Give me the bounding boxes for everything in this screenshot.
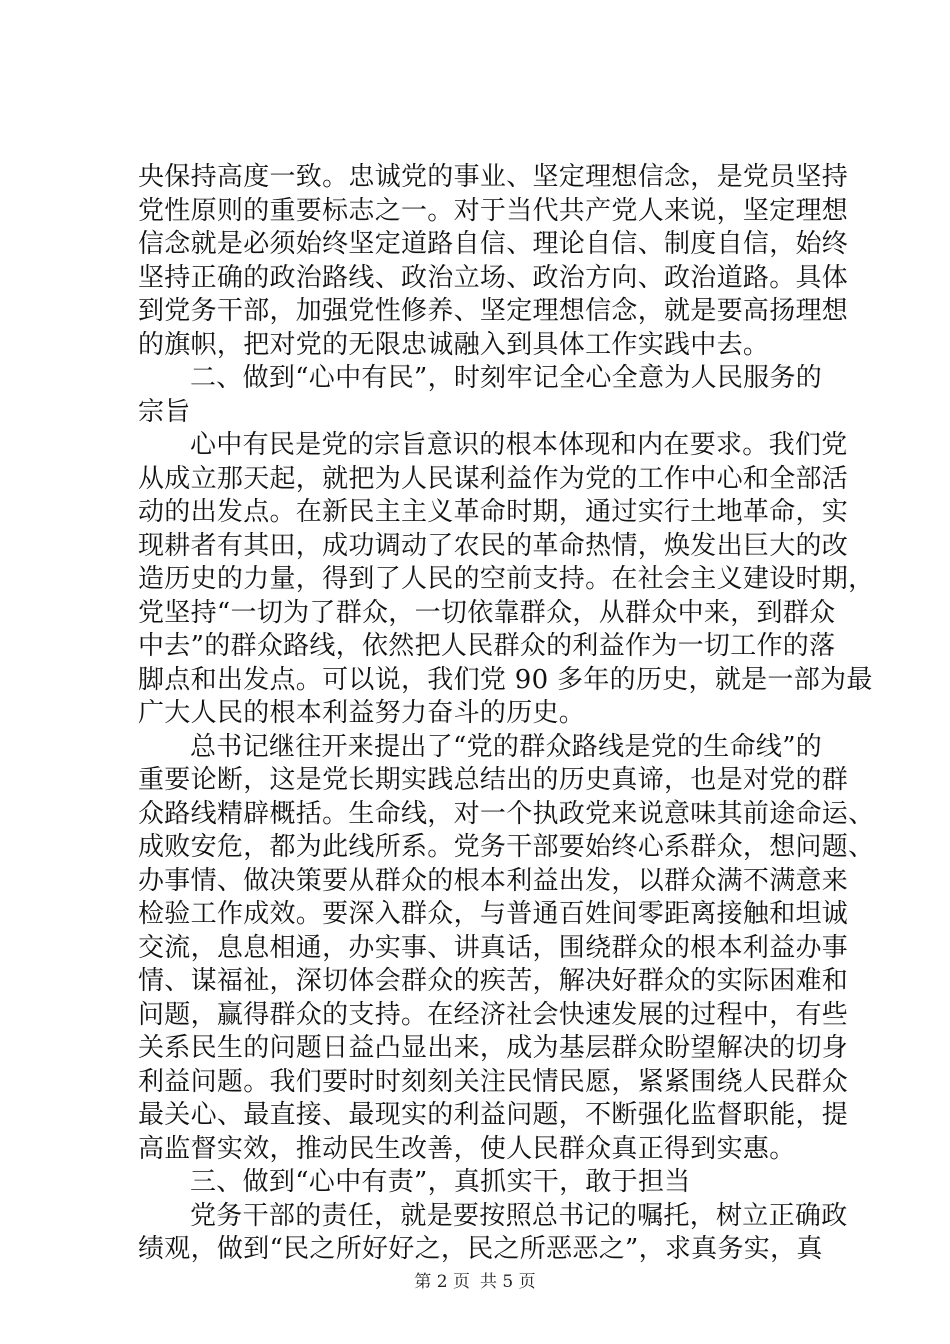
text-line: 问题，赢得群众的支持。在经济社会快速发展的过程中，有些 (138, 999, 849, 1030)
text-line: 办事情、做决策要从群众的根本利益出发，以群众满不满意来 (138, 865, 849, 896)
text-line: 成败安危，都为此线所系。党务干部要始终心系群众，想问题、 (138, 832, 875, 862)
section-heading-line: 宗旨 (138, 396, 191, 427)
text-line: 的旗帜，把对党的无限忠诚融入到具体工作实践中去。 (138, 329, 770, 360)
page-footer (0, 1270, 950, 1294)
text-line: 党坚持“一切为了群众，一切依靠群众，从群众中来，到群众 (138, 597, 836, 628)
text-line: 关系民生的问题日益凸显出来，成为基层群众盼望解决的切身 (138, 1033, 849, 1063)
text-line: 动的出发点。在新民主主义革命时期，通过实行土地革命，实 (138, 497, 849, 527)
section-heading-line: 二、做到“心中有民”，时刻牢记全心全意为人民服务的 (190, 363, 823, 393)
section-heading-line: 三、做到“心中有责”，真抓实干，敢于担当 (190, 1167, 691, 1197)
paragraph-start-line: 总书记继往开来提出了“党的群众路线是党的生命线”的 (190, 731, 823, 762)
paragraph-start-line: 党务干部的责任，就是要按照总书记的嘱托，树立正确政 (190, 1200, 848, 1231)
text-line: 高监督实效，推动民生改善，使人民群众真正得到实惠。 (138, 1133, 796, 1164)
text-line: 坚持正确的政治路线、政治立场、政治方向、政治道路。具体 (138, 262, 849, 293)
text-line: 到党务干部，加强党性修养、坚定理想信念，就是要高扬理想 (138, 296, 849, 326)
text-line: 众路线精辟概括。生命线，对一个执政党来说意味其前途命运、 (138, 798, 875, 829)
text-line: 广大人民的根本利益努力奋斗的历史。 (138, 698, 586, 728)
text-line: 脚点和出发点。可以说，我们党 90 多年的历史，就是一部为最 (138, 664, 873, 695)
text-line: 中去”的群众路线，依然把人民群众的利益作为一切工作的落 (138, 631, 836, 661)
text-line: 央保持高度一致。忠诚党的事业、坚定理想信念，是党员坚持 (138, 162, 849, 192)
text-line: 检验工作成效。要深入群众，与普通百姓间零距离接触和坦诚 (138, 899, 849, 929)
total-pages: 共 5 页 (480, 1272, 536, 1292)
text-line: 情、谋福祉，深切体会群众的疾苦，解决好群众的实际困难和 (138, 966, 849, 996)
text-line: 利益问题。我们要时时刻刻关注民情民愿，紧紧围绕人民群众 (138, 1066, 849, 1097)
text-line: 党性原则的重要标志之一。对于当代共产党人来说，坚定理想 (138, 195, 849, 226)
text-line: 绩观，做到“民之所好好之，民之所恶恶之”，求真务实，真 (138, 1234, 823, 1264)
document-body (138, 161, 875, 1267)
paragraph-start-line: 心中有民是党的宗旨意识的根本体现和内在要求。我们党 (190, 430, 848, 460)
text-line: 重要论断，这是党长期实践总结出的历史真谛，也是对党的群 (138, 765, 849, 795)
text-line: 交流，息息相通，办实事、讲真话，围绕群众的根本利益办事 (138, 932, 849, 963)
text-line: 造历史的力量，得到了人民的空前支持。在社会主义建设时期， (138, 564, 875, 594)
text-line: 最关心、最直接、最现实的利益问题，不断强化监督职能，提 (138, 1100, 849, 1130)
text-line: 从成立那天起，就把为人民谋利益作为党的工作中心和全部活 (138, 463, 849, 494)
page-number: 第 2 页 (414, 1272, 470, 1292)
text-line: 信念就是必须始终坚定道路自信、理论自信、制度自信，始终 (138, 229, 849, 259)
text-line: 现耕者有其田，成功调动了农民的革命热情，焕发出巨大的改 (138, 530, 849, 561)
